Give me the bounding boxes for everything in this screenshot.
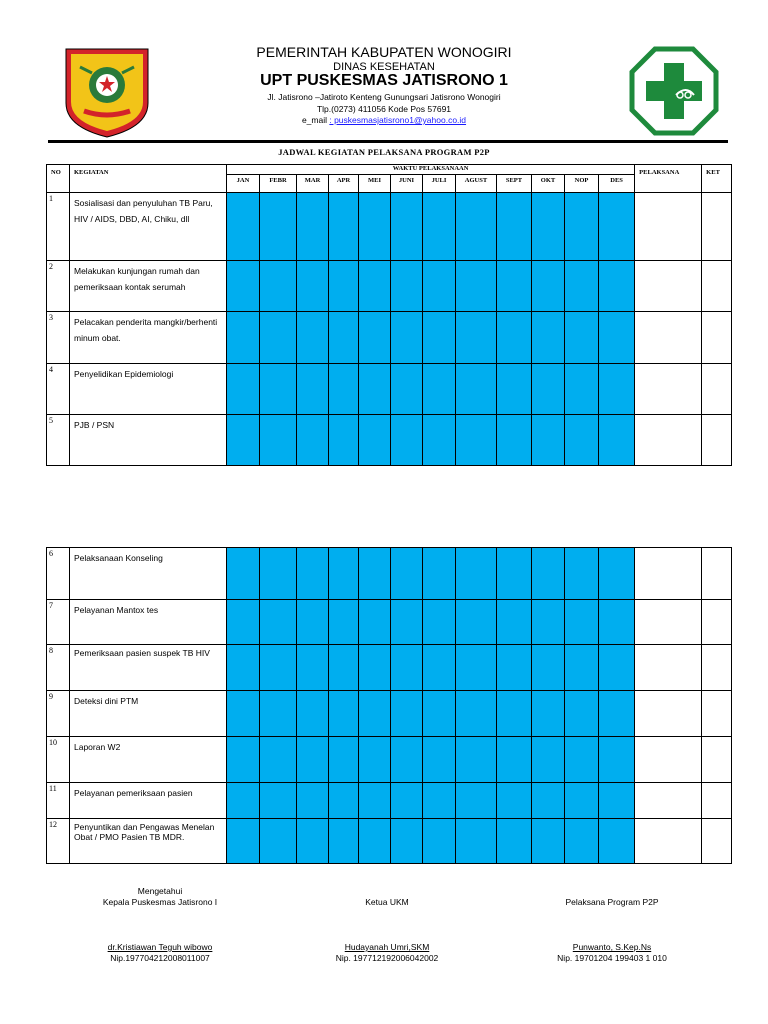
- schedule-cell-des: [599, 312, 635, 364]
- schedule-cell-okt: [532, 312, 565, 364]
- schedule-cell-mei: [359, 415, 391, 466]
- schedule-cell-apr: [329, 312, 359, 364]
- schedule-cell-okt: [532, 415, 565, 466]
- schedule-cell-mei: [359, 312, 391, 364]
- pelaksana-cell: [635, 415, 702, 466]
- schedule-cell-juni: [391, 261, 423, 312]
- schedule-cell-febr: [260, 819, 297, 864]
- activity-name: PJB / PSN: [70, 415, 227, 466]
- schedule-cell-febr: [260, 691, 297, 737]
- activity-row: [47, 691, 732, 737]
- schedule-cell-jan: [227, 193, 260, 261]
- sign-mid-title: Ketua UKM: [365, 897, 409, 907]
- schedule-cell-agust: [456, 548, 497, 600]
- schedule-cell-apr: [329, 548, 359, 600]
- schedule-cell-apr: [329, 819, 359, 864]
- header-no: NO: [47, 165, 70, 193]
- schedule-cell-nop: [565, 415, 599, 466]
- schedule-cell-sept: [497, 364, 532, 415]
- pelaksana-cell: [635, 548, 702, 600]
- schedule-cell-mei: [359, 600, 391, 645]
- ket-cell: [702, 193, 732, 261]
- activity-row: [47, 783, 732, 819]
- schedule-cell-mar: [297, 193, 329, 261]
- pelaksana-cell: [635, 645, 702, 691]
- schedule-cell-jan: [227, 415, 260, 466]
- activity-no: 12: [47, 819, 70, 864]
- schedule-cell-mei: [359, 193, 391, 261]
- schedule-cell-mar: [297, 691, 329, 737]
- schedule-cell-des: [599, 415, 635, 466]
- schedule-cell-mar: [297, 548, 329, 600]
- schedule-cell-juli: [423, 819, 456, 864]
- schedule-cell-mei: [359, 645, 391, 691]
- schedule-cell-juli: [423, 600, 456, 645]
- sign-left-name: dr.Kristiawan Teguh wibowo: [107, 942, 213, 952]
- schedule-cell-juni: [391, 364, 423, 415]
- activity-name: Pemeriksaan pasien suspek TB HIV: [70, 645, 227, 691]
- schedule-cell-mar: [297, 312, 329, 364]
- schedule-cell-nop: [565, 261, 599, 312]
- schedule-cell-febr: [260, 261, 297, 312]
- schedule-cell-okt: [532, 691, 565, 737]
- schedule-cell-des: [599, 783, 635, 819]
- schedule-cell-febr: [260, 312, 297, 364]
- puskesmas-name: UPT PUSKESMAS JATISRONO 1: [260, 72, 508, 89]
- activity-name: Pelaksanaan Konseling: [70, 548, 227, 600]
- schedule-cell-mei: [359, 261, 391, 312]
- ket-cell: [702, 783, 732, 819]
- schedule-cell-juli: [423, 737, 456, 783]
- schedule-cell-nop: [565, 364, 599, 415]
- schedule-cell-juni: [391, 645, 423, 691]
- pelaksana-cell: [635, 819, 702, 864]
- schedule-cell-jan: [227, 819, 260, 864]
- schedule-cell-juni: [391, 783, 423, 819]
- schedule-cell-juli: [423, 415, 456, 466]
- schedule-cell-agust: [456, 783, 497, 819]
- schedule-cell-febr: [260, 783, 297, 819]
- schedule-cell-juni: [391, 819, 423, 864]
- schedule-cell-sept: [497, 645, 532, 691]
- activity-no: 10: [47, 737, 70, 783]
- schedule-cell-juli: [423, 312, 456, 364]
- schedule-cell-juli: [423, 691, 456, 737]
- activity-row: [47, 819, 732, 864]
- address: Jl. Jatisrono –Jatiroto Kenteng Gunungsari Jatisrono Wonogiri: [267, 92, 501, 102]
- activity-no: 6: [47, 548, 70, 600]
- schedule-cell-mar: [297, 737, 329, 783]
- schedule-cell-nop: [565, 193, 599, 261]
- sign-right-nip: Nip. 19701204 199403 1 010: [557, 953, 667, 963]
- department-name: DINAS KESEHATAN: [333, 61, 435, 73]
- schedule-cell-apr: [329, 691, 359, 737]
- sign-right-name: Punwanto, S.Kep.Ns: [572, 942, 652, 952]
- schedule-cell-agust: [456, 691, 497, 737]
- pelaksana-cell: [635, 193, 702, 261]
- schedule-cell-agust: [456, 312, 497, 364]
- schedule-cell-okt: [532, 819, 565, 864]
- phone: Tlp.(0273) 411056 Kode Pos 57691: [316, 104, 452, 114]
- activity-no: 3: [47, 312, 70, 364]
- header-month-okt: OKT: [532, 175, 565, 193]
- header-divider: [48, 140, 728, 143]
- schedule-cell-juli: [423, 364, 456, 415]
- schedule-cell-mar: [297, 819, 329, 864]
- schedule-cell-agust: [456, 737, 497, 783]
- header-month-mar: MAR: [297, 175, 329, 193]
- schedule-cell-des: [599, 364, 635, 415]
- schedule-cell-mei: [359, 737, 391, 783]
- activity-no: 5: [47, 415, 70, 466]
- schedule-cell-nop: [565, 548, 599, 600]
- document-title: JADWAL KEGIATAN PELAKSANA PROGRAM P2P: [278, 147, 490, 157]
- ket-cell: [702, 548, 732, 600]
- schedule-cell-okt: [532, 548, 565, 600]
- schedule-cell-febr: [260, 600, 297, 645]
- activity-row: [47, 312, 732, 364]
- activity-row: [47, 415, 732, 466]
- header-month-febr: FEBR: [260, 175, 297, 193]
- schedule-cell-sept: [497, 691, 532, 737]
- pelaksana-cell: [635, 600, 702, 645]
- schedule-cell-sept: [497, 737, 532, 783]
- activity-name: Melakukan kunjungan rumah dan pemeriksaan kontak serumah: [70, 261, 227, 312]
- schedule-cell-okt: [532, 600, 565, 645]
- schedule-cell-agust: [456, 193, 497, 261]
- activity-no: 9: [47, 691, 70, 737]
- activity-name: Laporan W2: [70, 737, 227, 783]
- schedule-cell-okt: [532, 645, 565, 691]
- schedule-cell-mar: [297, 783, 329, 819]
- activity-name: Pelayanan pemeriksaan pasien: [70, 783, 227, 819]
- activity-row: [47, 261, 732, 312]
- header-kegiatan: KEGIATAN: [70, 165, 227, 193]
- activity-row: [47, 548, 732, 600]
- email-link[interactable]: : puskesmasjatisrono1@yahoo.co.id: [329, 115, 467, 125]
- schedule-cell-mar: [297, 364, 329, 415]
- schedule-cell-febr: [260, 645, 297, 691]
- activity-no: 4: [47, 364, 70, 415]
- activity-name: Pelacakan penderita mangkir/berhenti minum obat.: [70, 312, 227, 364]
- sign-mid-nip: Nip. 197712192006042002: [335, 953, 439, 963]
- pelaksana-cell: [635, 261, 702, 312]
- schedule-cell-mar: [297, 600, 329, 645]
- schedule-cell-okt: [532, 737, 565, 783]
- activity-name: Deteksi dini PTM: [70, 691, 227, 737]
- header-month-nop: NOP: [565, 175, 599, 193]
- activity-no: 11: [47, 783, 70, 819]
- sign-left-title2: Kepala Puskesmas Jatisrono I: [102, 897, 218, 907]
- activity-row: [47, 600, 732, 645]
- ket-cell: [702, 415, 732, 466]
- schedule-cell-jan: [227, 312, 260, 364]
- activity-name: Pelayanan Mantox tes: [70, 600, 227, 645]
- schedule-cell-sept: [497, 819, 532, 864]
- header-ket: KET: [702, 165, 732, 193]
- ket-cell: [702, 819, 732, 864]
- activity-no: 8: [47, 645, 70, 691]
- schedule-cell-juni: [391, 691, 423, 737]
- schedule-cell-jan: [227, 737, 260, 783]
- schedule-cell-agust: [456, 261, 497, 312]
- email-line: [0, 115, 768, 125]
- sign-mid-name: Hudayanah Umri,SKM: [344, 942, 430, 952]
- schedule-cell-juni: [391, 415, 423, 466]
- ket-cell: [702, 600, 732, 645]
- pelaksana-cell: [635, 737, 702, 783]
- activity-row: [47, 645, 732, 691]
- schedule-cell-juni: [391, 548, 423, 600]
- sign-left-nip: Nip.197704212008011007: [110, 953, 210, 963]
- schedule-cell-juni: [391, 193, 423, 261]
- header-pelaksana: PELAKSANA: [635, 165, 702, 193]
- schedule-cell-okt: [532, 364, 565, 415]
- schedule-cell-juli: [423, 645, 456, 691]
- schedule-table-2: [46, 547, 732, 864]
- schedule-cell-juni: [391, 600, 423, 645]
- header-month-agust: AGUST: [456, 175, 497, 193]
- sign-right-title: Pelaksana Program P2P: [565, 897, 659, 907]
- schedule-cell-febr: [260, 415, 297, 466]
- schedule-cell-mei: [359, 783, 391, 819]
- activity-row: [47, 364, 732, 415]
- activity-no: 2: [47, 261, 70, 312]
- schedule-cell-sept: [497, 783, 532, 819]
- schedule-cell-des: [599, 737, 635, 783]
- schedule-cell-apr: [329, 783, 359, 819]
- schedule-cell-mei: [359, 819, 391, 864]
- email-label: e_mail: [301, 115, 330, 125]
- schedule-cell-apr: [329, 193, 359, 261]
- pelaksana-cell: [635, 312, 702, 364]
- activity-name: Penyuntikan dan Pengawas Menelan Obat / PMO Pasien TB MDR.: [70, 819, 227, 864]
- schedule-cell-sept: [497, 261, 532, 312]
- schedule-cell-juni: [391, 312, 423, 364]
- schedule-cell-agust: [456, 819, 497, 864]
- schedule-cell-okt: [532, 783, 565, 819]
- ket-cell: [702, 645, 732, 691]
- pelaksana-cell: [635, 783, 702, 819]
- sign-left-title1: Mengetahui: [137, 886, 183, 896]
- schedule-cell-mar: [297, 645, 329, 691]
- schedule-cell-nop: [565, 737, 599, 783]
- schedule-cell-febr: [260, 364, 297, 415]
- schedule-cell-apr: [329, 261, 359, 312]
- activity-row: [47, 737, 732, 783]
- header-month-juli: JULI: [423, 175, 456, 193]
- schedule-cell-agust: [456, 600, 497, 645]
- schedule-cell-jan: [227, 548, 260, 600]
- schedule-cell-febr: [260, 548, 297, 600]
- schedule-cell-febr: [260, 737, 297, 783]
- ket-cell: [702, 691, 732, 737]
- schedule-cell-agust: [456, 645, 497, 691]
- header-month-apr: APR: [329, 175, 359, 193]
- schedule-cell-nop: [565, 600, 599, 645]
- header-waktu-pelaksanaan: WAKTU PELAKSANAAN: [227, 165, 635, 175]
- schedule-cell-des: [599, 261, 635, 312]
- schedule-cell-jan: [227, 691, 260, 737]
- schedule-cell-jan: [227, 364, 260, 415]
- schedule-cell-jan: [227, 261, 260, 312]
- ket-cell: [702, 364, 732, 415]
- ket-cell: [702, 737, 732, 783]
- header-month-mei: MEI: [359, 175, 391, 193]
- schedule-cell-nop: [565, 312, 599, 364]
- schedule-cell-mei: [359, 691, 391, 737]
- schedule-cell-okt: [532, 193, 565, 261]
- schedule-cell-juli: [423, 193, 456, 261]
- activity-no: 1: [47, 193, 70, 261]
- schedule-cell-mar: [297, 261, 329, 312]
- schedule-cell-juli: [423, 261, 456, 312]
- schedule-cell-des: [599, 691, 635, 737]
- ket-cell: [702, 261, 732, 312]
- schedule-cell-sept: [497, 415, 532, 466]
- schedule-cell-nop: [565, 645, 599, 691]
- schedule-cell-mei: [359, 364, 391, 415]
- activity-row: [47, 193, 732, 261]
- schedule-cell-juni: [391, 737, 423, 783]
- schedule-cell-jan: [227, 783, 260, 819]
- header-month-des: DES: [599, 175, 635, 193]
- schedule-cell-des: [599, 193, 635, 261]
- schedule-cell-apr: [329, 600, 359, 645]
- schedule-cell-apr: [329, 645, 359, 691]
- government-name: PEMERINTAH KABUPATEN WONOGIRI: [256, 44, 512, 60]
- schedule-cell-des: [599, 600, 635, 645]
- header-month-juni: JUNI: [391, 175, 423, 193]
- schedule-cell-febr: [260, 193, 297, 261]
- schedule-cell-sept: [497, 193, 532, 261]
- schedule-cell-sept: [497, 600, 532, 645]
- schedule-cell-apr: [329, 737, 359, 783]
- schedule-cell-juli: [423, 783, 456, 819]
- activity-name: Penyelidikan Epidemiologi: [70, 364, 227, 415]
- schedule-cell-mar: [297, 415, 329, 466]
- header-month-jan: JAN: [227, 175, 260, 193]
- schedule-cell-nop: [565, 783, 599, 819]
- schedule-cell-agust: [456, 415, 497, 466]
- schedule-cell-jan: [227, 645, 260, 691]
- schedule-table-1: [46, 164, 732, 466]
- schedule-cell-des: [599, 645, 635, 691]
- schedule-cell-apr: [329, 415, 359, 466]
- activity-no: 7: [47, 600, 70, 645]
- schedule-cell-apr: [329, 364, 359, 415]
- schedule-cell-jan: [227, 600, 260, 645]
- schedule-cell-juli: [423, 548, 456, 600]
- schedule-cell-agust: [456, 364, 497, 415]
- schedule-cell-okt: [532, 261, 565, 312]
- ket-cell: [702, 312, 732, 364]
- pelaksana-cell: [635, 364, 702, 415]
- schedule-cell-des: [599, 548, 635, 600]
- pelaksana-cell: [635, 691, 702, 737]
- schedule-cell-nop: [565, 691, 599, 737]
- schedule-cell-des: [599, 819, 635, 864]
- schedule-cell-sept: [497, 312, 532, 364]
- header-month-sept: SEPT: [497, 175, 532, 193]
- schedule-cell-sept: [497, 548, 532, 600]
- activity-name: Sosialisasi dan penyuluhan TB Paru, HIV / AIDS, DBD, AI, Chiku, dll: [70, 193, 227, 261]
- schedule-cell-mei: [359, 548, 391, 600]
- schedule-cell-nop: [565, 819, 599, 864]
